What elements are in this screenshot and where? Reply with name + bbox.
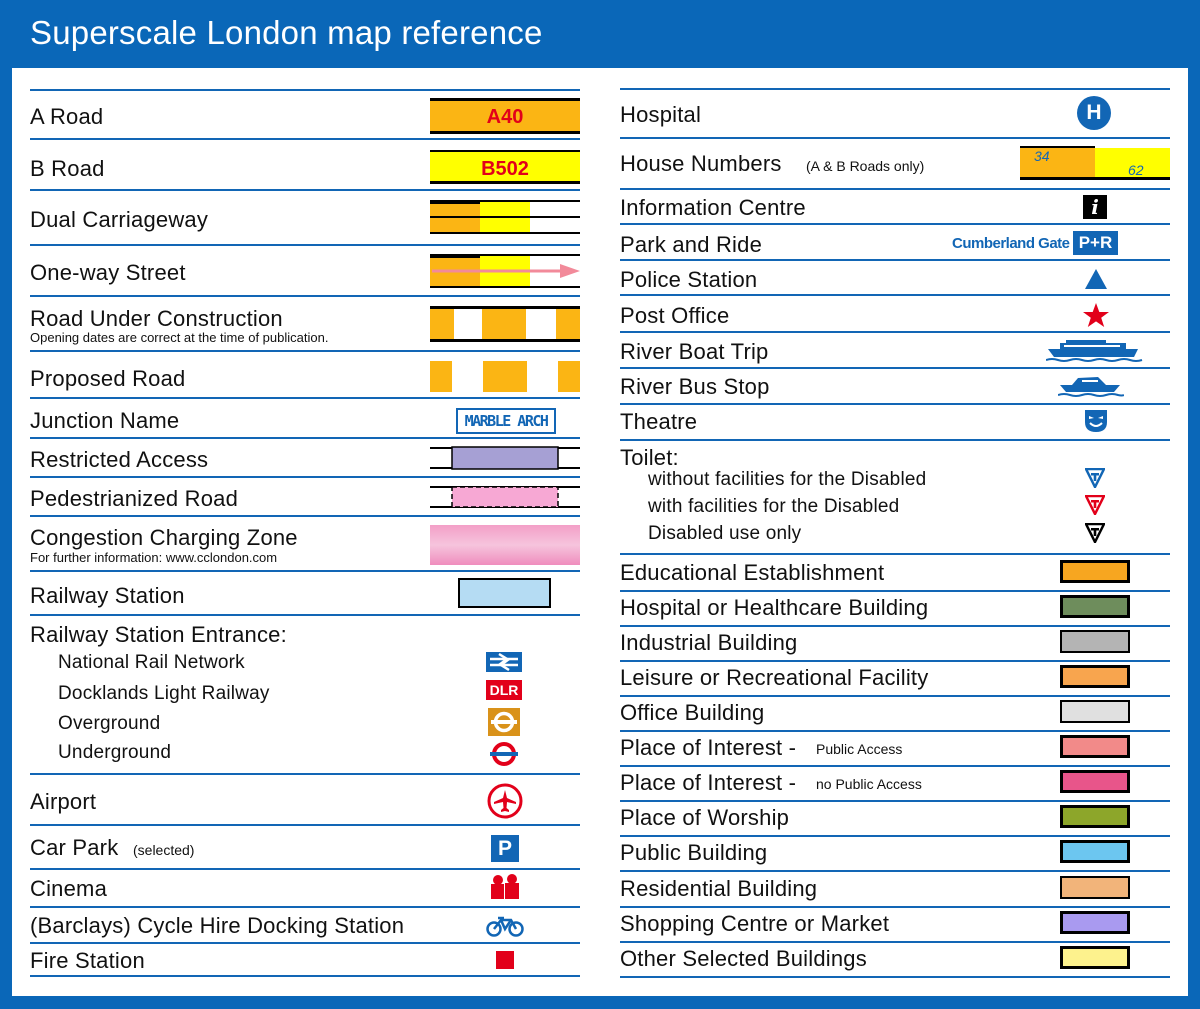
a-road-label: A Road — [30, 104, 104, 129]
building-swatch-leisure — [1060, 665, 1130, 688]
divider — [30, 975, 580, 977]
divider — [620, 137, 1170, 139]
divider — [620, 553, 1170, 555]
congestion-note: For further information: www.cclondon.com — [30, 550, 278, 565]
one-way-symbol — [430, 254, 580, 288]
car-park-label: Car Park — [30, 835, 119, 860]
divider — [620, 906, 1170, 908]
divider — [30, 824, 580, 826]
divider — [620, 188, 1170, 190]
divider — [620, 800, 1170, 802]
building-swatch-interest-public — [1060, 735, 1130, 758]
a-road-symbol — [430, 98, 580, 134]
building-label: Shopping Centre or Market — [620, 911, 890, 936]
construction-label: Road Under Construction — [30, 306, 283, 331]
dual-carriageway-label: Dual Carriageway — [30, 207, 209, 232]
divider — [30, 397, 580, 399]
post-office-icon — [1082, 302, 1110, 328]
underground-icon — [488, 740, 520, 768]
building-swatch-industrial — [1060, 630, 1130, 653]
cinema-label: Cinema — [30, 876, 108, 901]
building-label: Leisure or Recreational Facility — [620, 665, 929, 690]
divider — [30, 295, 580, 297]
house-number-62: 62 — [1128, 162, 1144, 178]
a-road-badge: A40 — [486, 106, 524, 128]
overground-icon — [488, 708, 520, 736]
building-label: Place of Interest - — [620, 735, 797, 760]
divider — [30, 773, 580, 775]
building-label: Place of Worship — [620, 805, 790, 830]
building-swatch-interest-private — [1060, 770, 1130, 793]
building-swatch-residential — [1060, 876, 1130, 899]
divider — [30, 189, 580, 191]
junction-label: Junction Name — [30, 408, 180, 433]
dlr-label: Docklands Light Railway — [58, 683, 270, 704]
house-numbers-symbol — [1020, 146, 1170, 180]
airport-label: Airport — [30, 789, 97, 814]
hospital-label: Hospital — [620, 102, 702, 127]
building-label: Residential Building — [620, 876, 818, 901]
pedestrianized-symbol — [430, 484, 580, 510]
building-label: Industrial Building — [620, 630, 798, 655]
divider — [620, 660, 1170, 662]
toilet-disabled-only-label: Disabled use only — [648, 523, 802, 544]
b-road-symbol — [430, 150, 580, 184]
fire-station-icon — [496, 951, 514, 969]
divider — [620, 439, 1170, 441]
overground-label: Overground — [58, 713, 161, 734]
divider — [30, 89, 580, 91]
toilet-red-icon — [1085, 495, 1105, 515]
building-note: no Public Access — [816, 776, 922, 792]
river-boat-label: River Boat Trip — [620, 339, 769, 364]
river-boat-icon — [1046, 336, 1144, 364]
b-road-badge: B502 — [481, 158, 529, 180]
car-park-icon: P — [491, 835, 519, 862]
toilet-blue-icon — [1085, 468, 1105, 488]
divider — [620, 403, 1170, 405]
house-numbers-note: (A & B Roads only) — [806, 158, 925, 174]
one-way-label: One-way Street — [30, 260, 186, 285]
information-centre-label: Information Centre — [620, 195, 806, 220]
national-rail-label: National Rail Network — [58, 652, 245, 673]
fire-station-label: Fire Station — [30, 948, 145, 973]
divider — [620, 88, 1170, 90]
building-label: Hospital or Healthcare Building — [620, 595, 929, 620]
building-swatch-public — [1060, 840, 1130, 863]
park-and-ride-label: Park and Ride — [620, 232, 763, 257]
construction-note: Opening dates are correct at the time of publication. — [30, 330, 329, 345]
divider — [620, 625, 1170, 627]
cycle-hire-label: (Barclays) Cycle Hire Docking Station — [30, 913, 405, 938]
theatre-label: Theatre — [620, 409, 698, 434]
pedestrianized-label: Pedestrianized Road — [30, 486, 239, 511]
underground-label: Underground — [58, 742, 172, 763]
legend-panel — [12, 68, 1188, 996]
building-swatch-worship — [1060, 805, 1130, 828]
cycle-hire-icon — [486, 915, 524, 937]
building-swatch-educational — [1060, 560, 1130, 583]
b-road-label: B Road — [30, 156, 105, 181]
divider — [620, 765, 1170, 767]
railway-entrance-label: Railway Station Entrance: — [30, 622, 287, 647]
divider — [620, 976, 1170, 978]
building-label: Educational Establishment — [620, 560, 885, 585]
house-number-34: 34 — [1034, 148, 1050, 164]
divider — [30, 942, 580, 944]
toilet-no-disabled-label: without facilities for the Disabled — [648, 469, 927, 490]
park-and-ride-icon: P+R — [1073, 231, 1118, 255]
divider — [30, 614, 580, 616]
toilet-black-icon — [1085, 523, 1105, 543]
building-label: Other Selected Buildings — [620, 946, 867, 971]
building-label: Office Building — [620, 700, 765, 725]
divider — [620, 590, 1170, 592]
information-icon: i — [1083, 195, 1107, 219]
divider — [620, 870, 1170, 872]
police-icon — [1084, 268, 1108, 290]
construction-symbol — [430, 306, 580, 342]
divider — [620, 367, 1170, 369]
divider — [620, 695, 1170, 697]
divider — [30, 138, 580, 140]
building-swatch-shopping — [1060, 911, 1130, 934]
congestion-zone-symbol — [430, 525, 580, 565]
divider — [30, 570, 580, 572]
building-label: Public Building — [620, 840, 768, 865]
cinema-icon — [490, 872, 520, 900]
police-station-label: Police Station — [620, 267, 758, 292]
proposed-road-symbol — [430, 361, 580, 393]
divider — [30, 868, 580, 870]
post-office-label: Post Office — [620, 303, 730, 328]
railway-station-label: Railway Station — [30, 583, 185, 608]
railway-station-symbol — [458, 578, 551, 608]
building-note: Public Access — [816, 741, 903, 757]
divider — [620, 259, 1170, 261]
proposed-road-label: Proposed Road — [30, 366, 186, 391]
divider — [30, 244, 580, 246]
divider — [620, 730, 1170, 732]
divider — [620, 941, 1170, 943]
park-and-ride-sample: Cumberland Gate — [952, 235, 1070, 252]
toilet-label: Toilet: — [620, 445, 679, 470]
river-bus-icon — [1058, 371, 1124, 399]
restricted-access-label: Restricted Access — [30, 447, 209, 472]
dual-carriageway-symbol — [430, 200, 580, 234]
national-rail-icon — [486, 652, 522, 672]
car-park-note: (selected) — [133, 842, 195, 858]
airport-icon — [487, 783, 523, 819]
divider — [620, 223, 1170, 225]
house-numbers-label: House Numbers — [620, 151, 782, 176]
building-swatch-office — [1060, 700, 1130, 723]
theatre-icon — [1083, 408, 1109, 434]
building-swatch-healthcare — [1060, 595, 1130, 618]
divider — [30, 906, 580, 908]
restricted-access-symbol — [430, 445, 580, 471]
divider — [30, 350, 580, 352]
hospital-icon: H — [1077, 96, 1111, 130]
river-bus-label: River Bus Stop — [620, 374, 770, 399]
divider — [620, 294, 1170, 296]
dlr-icon: DLR — [486, 680, 522, 700]
toilet-disabled-label: with facilities for the Disabled — [648, 496, 900, 517]
junction-sample: MARBLE ARCH — [456, 408, 556, 434]
page-title: Superscale London map reference — [30, 14, 543, 51]
divider — [30, 437, 580, 439]
building-swatch-other — [1060, 946, 1130, 969]
divider — [30, 515, 580, 517]
divider — [620, 835, 1170, 837]
divider — [30, 476, 580, 478]
divider — [620, 331, 1170, 333]
congestion-label: Congestion Charging Zone — [30, 525, 298, 550]
building-label: Place of Interest - — [620, 770, 797, 795]
